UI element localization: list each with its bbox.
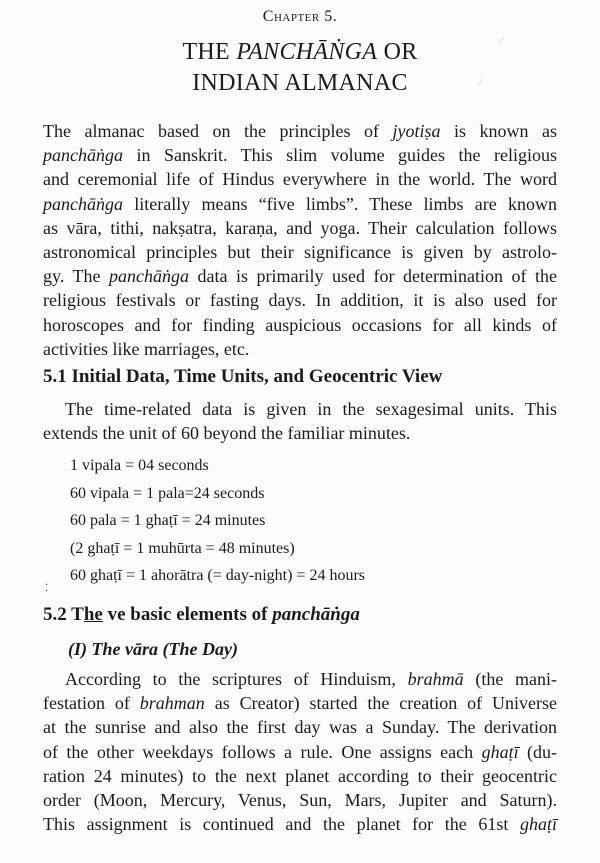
text-line: extends the unit of 60 beyond the familiar minutes. (43, 423, 411, 444)
section-heading-5-1: 5.1 Initial Data, Time Units, and Geocentric View (43, 366, 443, 387)
intro-paragraph (43, 119, 557, 361)
equation-line: 60 pala = 1 ghaṭī = 24 minutes (70, 512, 266, 530)
text-line: The time-related data is given in the sexagesimal units. This (65, 399, 557, 419)
chapter-title (0, 37, 600, 99)
text-line: The almanac based on the principles of jyotiṣa is known as (43, 121, 557, 141)
text-line: festation of brahman as Creator) started the creation of Universe (43, 693, 557, 714)
section-5-2-paragraph (43, 667, 557, 836)
equation-line: (2 ghaṭī = 1 muhūrta = 48 minutes) (70, 539, 295, 557)
equation-line: 1 vipala = 04 seconds (70, 457, 209, 474)
scan-speck: ⁄ (500, 36, 502, 47)
text-line: of the other weekdays follows a rule. One assigns each ghaṭī (du- (43, 741, 558, 762)
text-line: ration 24 minutes) to the next planet according to their geocentric (43, 765, 557, 786)
text-line: at the sunrise and also the first day was a Sunday. The derivation (43, 717, 557, 738)
scan-speck: ⁄ (479, 78, 481, 89)
section-heading-5-2: 5.2 The ve basic elements of panchāṅga (43, 604, 360, 625)
margin-mark: ⁚ (45, 583, 49, 594)
equation-line: 60 ghaṭī = 1 ahorātra (= day-night) = 24 hours (70, 567, 365, 585)
text-line: gy. The panchāṅga data is primarily used for determination of the (43, 266, 557, 287)
text-line: panchāṅga in Sanskrit. This slim volume guides the religious (43, 145, 557, 166)
section-5-1-paragraph (43, 397, 557, 445)
text-line: order (Moon, Mercury, Venus, Sun, Mars, Jupiter and Saturn). (43, 790, 557, 811)
chapter-title-line-1: THE PANCHĀṄGA OR (182, 39, 418, 65)
text-line: religious festivals or fasting days. In addition, it is also used for (43, 290, 557, 311)
text-line: as vāra, tithi, nakṣatra, karaṇa, and yoga. Their calculation follows (43, 217, 557, 238)
time-unit-equations (70, 452, 365, 590)
text-line: panchāṅga literally means “five limbs”. These limbs are known (43, 193, 557, 214)
text-line: horoscopes and for finding auspicious occasions for all kinds of (43, 314, 557, 335)
equation-line: 60 vipala = 1 pala=24 seconds (70, 484, 265, 502)
text-line: and ceremonial life of Hindus everywhere in the world. The word (43, 169, 557, 190)
chapter-title-line-2: INDIAN ALMANAC (192, 70, 408, 96)
text-line: astronomical principles but their significance is given by astrolo- (43, 242, 557, 263)
sub-heading-vara: (I) The vāra (The Day) (68, 639, 238, 659)
text-line: activities like marriages, etc. (43, 338, 250, 359)
text-line: This assignment is continued and the planet for the 61st ghaṭī (43, 814, 557, 835)
text-line: According to the scriptures of Hinduism, brahmā (the mani- (65, 669, 557, 689)
chapter-label: Chapter 5. (262, 8, 338, 25)
